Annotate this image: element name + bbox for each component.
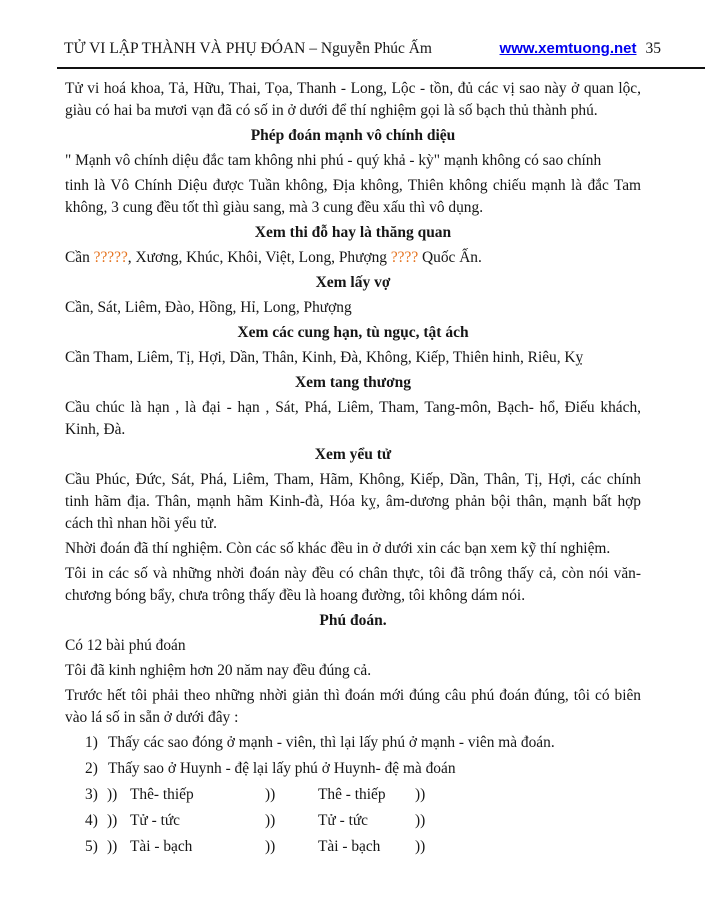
ditto-mark: )) [415,786,426,803]
list-number: 1) [85,734,98,751]
list-number: 2) [85,760,98,777]
header-right-group [500,40,661,58]
paragraph-truoc-het: Trước hết tôi phải theo những nhời giản thì đoán mới đúng câu phú đoán đúng, tôi có biên vào lá số in sẵn ở dưới đây : [65,687,641,726]
section-heading-cung-han: Xem các cung hạn, tù ngục, tật ách [237,324,469,341]
list-item-2 [65,758,641,780]
section-heading-phep-doan: Phép đoán mạnh vô chính diệu [250,127,456,144]
ditto-mark: )) [415,812,426,829]
list-label: Thê - thiếp [318,786,386,803]
header-title: TỬ VI LẬP THÀNH VÀ PHỤ ĐÓAN – Nguyễn Phúc Ấm [64,40,432,57]
ditto-mark: )) [415,838,426,855]
highlight-text: ???? [390,249,419,266]
page-header [0,0,705,58]
paragraph-yeu-tu: Cầu Phúc, Đức, Sát, Phá, Liêm, Tham, Hãm, Không, Kiếp, Dần, Thân, Tị, Hợi, các chính tinh hãm địa. Thân, mạnh hãm Kinh-đà, Hóa kỵ, âm-dương phản bội thân, mạnh bất hợp cách thì nhan hồi yểu tử. [65,471,641,532]
ditto-mark: )) [265,786,276,803]
text-run: Quốc Ấn. [418,249,482,266]
section-heading-phu-doan: Phú đoán. [319,612,387,629]
text-run: Cần [65,249,94,266]
paragraph-12-bai: Có 12 bài phú đoán [65,637,186,654]
list-number: 4) [85,812,98,829]
ditto-mark: )) [265,838,276,855]
list-item-3 [65,784,641,806]
ditto-mark: )) [265,812,276,829]
list-number: 3) [85,786,98,803]
list-text: Thấy sao ở Huynh - đệ lại lấy phú ở Huynh- đệ mà đoán [108,760,456,777]
list-item-4 [65,810,641,832]
ditto-mark: )) [107,786,118,803]
section-heading-lay-vo: Xem lấy vợ [315,274,391,291]
list-label: Tử - tức [130,812,181,829]
paragraph-vo-chinh-dieu: tinh là Vô Chính Diệu được Tuần không, Địa không, Thiên không chiếu mạnh là đắc Tam không, 3 cung đều tốt thì giàu sang, mà 3 cung đều xấu thì vô dụng. [65,177,641,216]
paragraph-toi-in: Tôi in các số và những nhời đoán này đều có chân thực, tôi đã trông thấy cả, còn nói văn-chương bóng bẩy, chưa trông thấy đều là hoang đường, tôi không dám nói. [65,565,641,604]
section-heading-thi-do: Xem thi đỗ hay là thăng quan [254,224,452,241]
list-item-1 [65,732,641,754]
paragraph-tang-thuong: Cầu chúc là hạn , là đại - hạn , Sát, Phá, Liêm, Tham, Tang-môn, Bạch- hổ, Điếu khách, Kinh, Đà. [65,399,641,438]
list-item-5 [65,836,641,858]
paragraph-nhoi-doan: Nhời đoán đã thí nghiệm. Còn các số khác đều in ở dưới xin các bạn xem kỹ thí nghiệm. [65,540,611,557]
website-link[interactable]: www.xemtuong.net [499,40,637,57]
list-number: 5) [85,838,98,855]
section-heading-yeu-tu: Xem yểu tử [314,446,392,463]
page-content [0,69,705,858]
list-label: Thê- thiếp [130,786,194,803]
paragraph-cung-han: Cần Tham, Liêm, Tị, Hợi, Dần, Thân, Kinh, Đà, Không, Kiếp, Thiên hinh, Riêu, Kỵ [65,349,584,366]
text-run: , Xương, Khúc, Khôi, Việt, Long, Phượng [127,249,391,266]
list-label: Tài - bạch [318,838,381,855]
paragraph-intro: Tử vi hoá khoa, Tả, Hữu, Thai, Tọa, Thanh - Long, Lộc - tồn, đủ các vị sao này ở quan lộc, giàu có hai ba mươi vạn đã có số in ở dưới để thí nghiệm gọi là số bạch thủ thành phú. [65,80,641,119]
list-label: Tử - tức [318,812,369,829]
ditto-mark: )) [107,812,118,829]
highlight-text: ????? [93,249,128,266]
ditto-mark: )) [107,838,118,855]
list-label: Tài - bạch [130,838,193,855]
section-heading-tang-thuong: Xem tang thương [294,374,412,391]
page-number: 35 [645,40,661,57]
list-text: Thấy các sao đóng ở mạnh - viên, thì lại lấy phú ở mạnh - viên mà đoán. [108,734,555,751]
paragraph-lay-vo: Cần, Sát, Liêm, Đào, Hồng, Hỉ, Long, Phượng [65,299,352,316]
paragraph-kinh-nghiem: Tôi đã kinh nghiệm hơn 20 năm nay đều đúng cả. [65,662,372,679]
paragraph-quote: " Mạnh vô chính diệu đắc tam không nhi phú - quý khả - kỳ" mạnh không có sao chính [65,152,602,169]
paragraph-thi-do [65,247,641,269]
